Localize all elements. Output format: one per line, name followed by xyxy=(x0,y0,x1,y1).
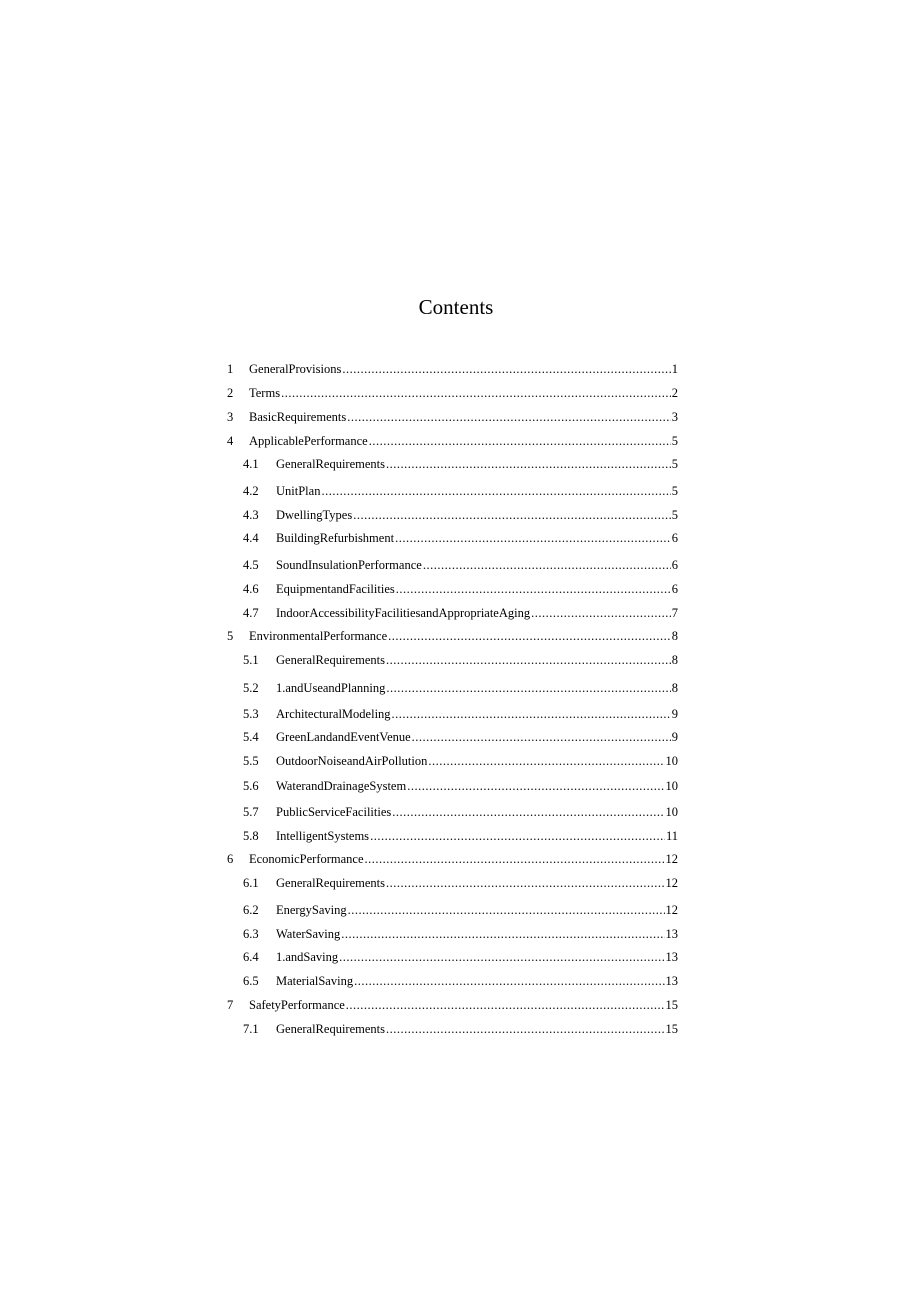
toc-entry-label: WaterSaving xyxy=(276,927,341,941)
toc-entry-number: 4.6 xyxy=(243,582,259,596)
toc-entry-number: 5.7 xyxy=(243,805,259,819)
toc-leader-dots xyxy=(392,803,664,821)
toc-entry-page: 3 xyxy=(671,410,678,424)
toc-entry-page: 12 xyxy=(665,876,678,890)
toc-entry-page: 11 xyxy=(665,829,678,843)
toc-entry-label: BuildingRefurbishment xyxy=(276,531,395,545)
toc-entry-label: OutdoorNoiseandAirPollution xyxy=(276,754,428,768)
toc-entry[interactable] xyxy=(243,728,678,746)
toc-entry-number: 2 xyxy=(227,386,234,400)
toc-entry-number: 6.4 xyxy=(243,950,259,964)
toc-leader-dots xyxy=(346,996,665,1014)
toc-leader-dots xyxy=(428,752,664,770)
toc-entry-number: 5.8 xyxy=(243,829,259,843)
toc-entry-number: 4.7 xyxy=(243,606,259,620)
toc-entry-number: 6 xyxy=(227,852,234,866)
toc-entry-page: 13 xyxy=(665,950,678,964)
toc-entry-label: Terms xyxy=(249,386,281,400)
toc-entry-label: EconomicPerformance xyxy=(249,852,364,866)
toc-entry-label: UnitPlan xyxy=(276,484,321,498)
toc-entry-label: GreenLandandEventVenue xyxy=(276,730,411,744)
toc-entry[interactable] xyxy=(227,432,678,450)
toc-entry-label: 1.andUseandPlanning xyxy=(276,681,386,695)
toc-entry-page: 9 xyxy=(671,707,678,721)
toc-entry[interactable] xyxy=(227,408,678,426)
toc-leader-dots xyxy=(386,1020,665,1038)
toc-entry-page: 7 xyxy=(671,606,678,620)
toc-entry-page: 6 xyxy=(671,531,678,545)
toc-entry[interactable] xyxy=(243,604,678,622)
toc-entry-page: 5 xyxy=(671,457,678,471)
toc-leader-dots xyxy=(386,651,671,669)
toc-entry[interactable] xyxy=(227,360,678,378)
toc-entry-page: 5 xyxy=(671,508,678,522)
toc-entry[interactable] xyxy=(243,752,678,770)
toc-entry[interactable] xyxy=(243,948,678,966)
toc-leader-dots xyxy=(365,850,665,868)
toc-entry-label: MaterialSaving xyxy=(276,974,354,988)
toc-entry-label: DwellingTypes xyxy=(276,508,353,522)
toc-leader-dots xyxy=(392,705,671,723)
toc-entry-label: PublicServiceFacilities xyxy=(276,805,392,819)
toc-entry-label: SoundInsulationPerformance xyxy=(276,558,422,572)
toc-entry-number: 6.3 xyxy=(243,927,259,941)
toc-entry-number: 4.2 xyxy=(243,484,259,498)
toc-entry-number: 5.3 xyxy=(243,707,259,721)
toc-leader-dots xyxy=(386,874,665,892)
toc-entry-label: EnvironmentalPerformance xyxy=(249,629,388,643)
toc-entry[interactable] xyxy=(243,529,678,547)
toc-entry[interactable] xyxy=(243,651,678,669)
toc-entry-page: 15 xyxy=(665,1022,678,1036)
toc-leader-dots xyxy=(370,827,665,845)
toc-leader-dots xyxy=(348,901,665,919)
toc-entry[interactable] xyxy=(243,556,678,574)
toc-leader-dots xyxy=(347,408,671,426)
toc-entry-number: 4.4 xyxy=(243,531,259,545)
toc-entry-label: EquipmentandFacilities xyxy=(276,582,395,596)
toc-leader-dots xyxy=(395,529,671,547)
toc-leader-dots xyxy=(386,679,670,697)
toc-leader-dots xyxy=(388,627,671,645)
toc-leader-dots xyxy=(369,432,671,450)
toc-entry-number: 4.1 xyxy=(243,457,259,471)
toc-entry[interactable] xyxy=(243,827,678,845)
toc-entry-number: 5.4 xyxy=(243,730,259,744)
toc-entry-page: 5 xyxy=(671,484,678,498)
toc-leader-dots xyxy=(339,948,664,966)
toc-entry-number: 3 xyxy=(227,410,234,424)
toc-entry-number: 5.2 xyxy=(243,681,259,695)
toc-entry[interactable] xyxy=(227,996,678,1014)
toc-leader-dots xyxy=(341,925,664,943)
toc-leader-dots xyxy=(412,728,671,746)
toc-entry[interactable] xyxy=(227,384,678,402)
toc-entry-label: GeneralRequirements xyxy=(276,457,385,471)
toc-entry-label: BasicRequirements xyxy=(249,410,347,424)
toc-leader-dots xyxy=(407,777,664,795)
toc-entry-page: 5 xyxy=(671,434,678,448)
toc-leader-dots xyxy=(353,506,671,524)
toc-entry[interactable] xyxy=(243,901,678,919)
toc-entry[interactable] xyxy=(243,925,678,943)
toc-entry-page: 12 xyxy=(665,903,678,917)
toc-entry-number: 4.5 xyxy=(243,558,259,572)
toc-entry[interactable] xyxy=(243,1020,678,1038)
toc-entry-number: 5.5 xyxy=(243,754,259,768)
toc-entry-page: 12 xyxy=(665,852,678,866)
toc-entry-label: SafetyPerformance xyxy=(249,998,345,1012)
toc-entry-number: 7 xyxy=(227,998,234,1012)
toc-entry-label: ArchitecturalModeling xyxy=(276,707,391,721)
toc-entry[interactable] xyxy=(243,580,678,598)
toc-entry-number: 4 xyxy=(227,434,234,448)
toc-entry-page: 8 xyxy=(671,653,678,667)
toc-entry[interactable] xyxy=(243,874,678,892)
toc-entry-number: 4.3 xyxy=(243,508,259,522)
toc-entry-number: 6.1 xyxy=(243,876,259,890)
toc-leader-dots xyxy=(396,580,671,598)
toc-entry-page: 2 xyxy=(671,386,678,400)
toc-entry[interactable] xyxy=(227,850,678,868)
toc-entry-label: 1.andSaving xyxy=(276,950,339,964)
toc-entry-number: 5.6 xyxy=(243,779,259,793)
contents-title: Contents xyxy=(418,295,494,319)
toc-leader-dots xyxy=(342,360,670,378)
toc-entry-label: GeneralRequirements xyxy=(276,1022,385,1036)
toc-entry-label: GeneralRequirements xyxy=(276,876,385,890)
toc-entry-label: ApplicablePerformance xyxy=(249,434,368,448)
toc-entry-page: 6 xyxy=(671,582,678,596)
toc-entry[interactable] xyxy=(243,482,678,500)
toc-entry-page: 10 xyxy=(665,754,678,768)
toc-entry-page: 10 xyxy=(665,805,678,819)
toc-leader-dots xyxy=(281,384,671,402)
toc-entry[interactable] xyxy=(243,777,678,795)
toc-entry-label: IntelligentSystems xyxy=(276,829,370,843)
toc-entry[interactable] xyxy=(243,972,678,990)
toc-entry-page: 15 xyxy=(665,998,678,1012)
toc-entry[interactable] xyxy=(243,705,678,723)
toc-entry-page: 8 xyxy=(671,681,678,695)
toc-leader-dots xyxy=(354,972,664,990)
toc-entry-number: 5 xyxy=(227,629,234,643)
toc-entry-label: GeneralRequirements xyxy=(276,653,385,667)
toc-entry-page: 9 xyxy=(671,730,678,744)
toc-leader-dots xyxy=(531,604,671,622)
toc-leader-dots xyxy=(321,482,670,500)
toc-entry-label: IndoorAccessibilityFacilitiesandAppropriateAging xyxy=(276,606,531,620)
toc-leader-dots xyxy=(386,455,671,473)
toc-entry-number: 5.1 xyxy=(243,653,259,667)
toc-entry-number: 6.5 xyxy=(243,974,259,988)
toc-entry-page: 6 xyxy=(671,558,678,572)
toc-entry[interactable] xyxy=(243,455,678,473)
toc-entry[interactable] xyxy=(243,506,678,524)
toc-entry-label: WaterandDrainageSystem xyxy=(276,779,407,793)
toc-entry-page: 13 xyxy=(665,927,678,941)
toc-leader-dots xyxy=(423,556,671,574)
toc-entry[interactable] xyxy=(243,679,678,697)
toc-entry-label: GeneralProvisions xyxy=(249,362,342,376)
toc-entry-page: 10 xyxy=(665,779,678,793)
toc-entry-page: 13 xyxy=(665,974,678,988)
toc-entry-page: 8 xyxy=(671,629,678,643)
toc-entry[interactable] xyxy=(243,803,678,821)
toc-entry-number: 1 xyxy=(227,362,234,376)
toc-entry-number: 7.1 xyxy=(243,1022,259,1036)
toc-entry-page: 1 xyxy=(671,362,678,376)
toc-entry-number: 6.2 xyxy=(243,903,259,917)
toc-entry-label: EnergySaving xyxy=(276,903,347,917)
toc-entry[interactable] xyxy=(227,627,678,645)
